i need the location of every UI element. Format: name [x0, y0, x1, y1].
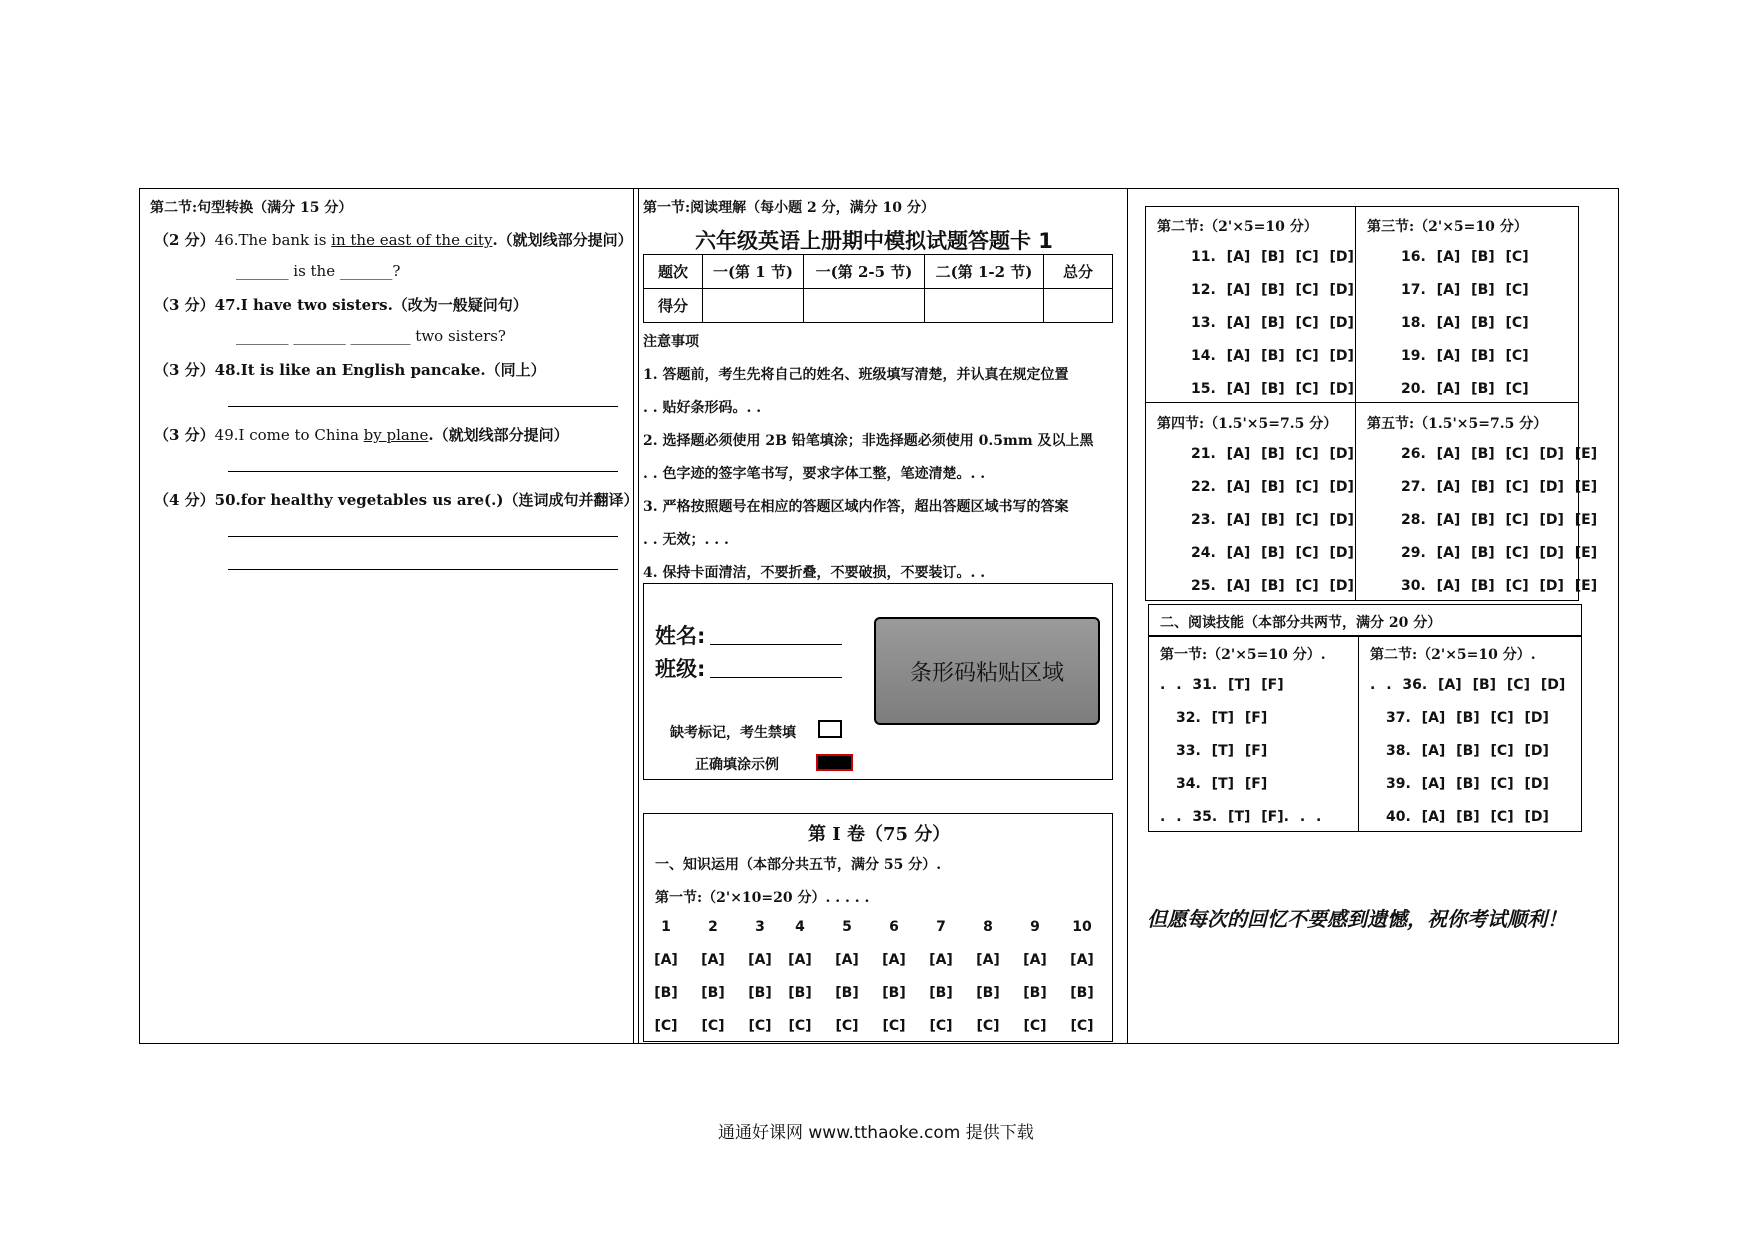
volume-1-title: 第 I 卷（75 分）: [808, 824, 951, 845]
q4-option-a[interactable]: [A]: [788, 952, 812, 968]
absent-checkbox[interactable]: [818, 720, 842, 738]
question-47: （3 分）47.I have two sisters.（改为一般疑问句）: [154, 296, 528, 314]
q49-answer-line[interactable]: [228, 471, 618, 472]
r2-answer-row[interactable]: 38. [A] [B] [C] [D]: [1386, 743, 1549, 759]
absent-mark-label: 缺考标记，考生禁填: [670, 725, 796, 741]
sec5-title: 第五节:（1.5'×5=7.5 分）: [1367, 416, 1548, 432]
sec3-answer-row[interactable]: 20. [A] [B] [C]: [1401, 381, 1529, 397]
question-number-10: 10: [1072, 919, 1092, 935]
col2-section-title: 第一节:阅读理解（每小题 2 分，满分 10 分）: [643, 200, 935, 216]
part-2-divider: [1358, 635, 1359, 832]
q3-option-a[interactable]: [A]: [748, 952, 772, 968]
q8-option-c[interactable]: [C]: [976, 1018, 1000, 1034]
q9-option-a[interactable]: [A]: [1023, 952, 1047, 968]
sec5-answer-row[interactable]: 28. [A] [B] [C] [D] [E]: [1401, 512, 1598, 528]
question-number-6: 6: [889, 919, 899, 935]
q48-answer-line[interactable]: [228, 406, 618, 407]
question-number-9: 9: [1030, 919, 1040, 935]
q6-option-a[interactable]: [A]: [882, 952, 906, 968]
question-number-1: 1: [661, 919, 671, 935]
q10-option-a[interactable]: [A]: [1070, 952, 1094, 968]
q46-text-b: .（就划线部分提问）: [492, 231, 633, 249]
q5-option-c[interactable]: [C]: [835, 1018, 859, 1034]
class-field[interactable]: [710, 677, 842, 678]
column-divider-2: [1127, 188, 1128, 1044]
q10-option-b[interactable]: [B]: [1070, 985, 1094, 1001]
q7-option-b[interactable]: [B]: [929, 985, 953, 1001]
sec4-answer-row[interactable]: 24. [A] [B] [C] [D]: [1191, 545, 1354, 561]
score-row-label: 得分: [644, 289, 703, 323]
score-cell[interactable]: [925, 289, 1044, 323]
q49-text-b: .（就划线部分提问）: [428, 426, 569, 444]
q1-option-c[interactable]: [C]: [654, 1018, 678, 1034]
col1-section-title: 第二节:句型转换（满分 15 分）: [150, 200, 353, 216]
score-cell[interactable]: [1044, 289, 1113, 323]
q50-answer-line-1[interactable]: [228, 536, 618, 537]
part-2-title: 二、阅读技能（本部分共两节，满分 20 分）: [1160, 615, 1442, 631]
score-cell[interactable]: [804, 289, 925, 323]
question-48: （3 分）48.It is like an English pancake.（同上）: [154, 361, 546, 379]
q4-option-b[interactable]: [B]: [788, 985, 812, 1001]
question-46: [154, 229, 633, 250]
note-line: 3. 严格按照题号在相应的答题区域内作答，超出答题区域书写的答案: [643, 499, 1069, 515]
sec3-answer-row[interactable]: 19. [A] [B] [C]: [1401, 348, 1529, 364]
question-number-8: 8: [983, 919, 993, 935]
r2-answer-row[interactable]: 39. [A] [B] [C] [D]: [1386, 776, 1549, 792]
answer-block-divider: [1355, 206, 1356, 601]
r1-answer-row[interactable]: 33. [T] [F]: [1176, 743, 1268, 759]
r1-answer-row[interactable]: 32. [T] [F]: [1176, 710, 1268, 726]
q47-answer-blanks[interactable]: _______ _______ ________ two sisters?: [236, 327, 506, 345]
q46-answer-blanks[interactable]: _______ is the _______?: [236, 262, 401, 280]
question-number-3: 3: [755, 919, 765, 935]
q7-option-a[interactable]: [A]: [929, 952, 953, 968]
answer-block-2-5: [1145, 206, 1579, 601]
sec2-answer-row[interactable]: 14. [A] [B] [C] [D]: [1191, 348, 1354, 364]
r1-answer-row[interactable]: . . 31. [T] [F]: [1160, 677, 1284, 693]
q7-option-c[interactable]: [C]: [929, 1018, 953, 1034]
r1-answer-row[interactable]: 34. [T] [F]: [1176, 776, 1268, 792]
sec2-answer-row[interactable]: 15. [A] [B] [C] [D]: [1191, 381, 1354, 397]
sec3-title: 第三节:（2'×5=10 分）: [1367, 219, 1528, 235]
sec4-answer-row[interactable]: 25. [A] [B] [C] [D]: [1191, 578, 1354, 594]
note-line: . . 色字迹的签字笔书写，要求字体工整，笔迹清楚。. .: [643, 466, 986, 482]
q2-option-c[interactable]: [C]: [701, 1018, 725, 1034]
sec3-answer-row[interactable]: 18. [A] [B] [C]: [1401, 315, 1529, 331]
reading-sec1-title: 第一节:（2'×5=10 分）.: [1160, 647, 1326, 663]
r2-answer-row[interactable]: . . 36. [A] [B] [C] [D]: [1370, 677, 1566, 693]
answer-block-hdivider: [1145, 402, 1579, 403]
q1-option-a[interactable]: [A]: [654, 952, 678, 968]
notes-title: 注意事项: [643, 334, 699, 350]
question-number-2: 2: [708, 919, 718, 935]
question-49: [154, 424, 569, 445]
q46-points: （2 分）: [154, 231, 215, 249]
sec4-answer-row[interactable]: 22. [A] [B] [C] [D]: [1191, 479, 1354, 495]
score-header-cell: 一(第 1 节): [703, 255, 804, 289]
note-line: . . 无效；. . .: [643, 532, 729, 548]
q9-option-c[interactable]: [C]: [1023, 1018, 1047, 1034]
q6-option-b[interactable]: [B]: [882, 985, 906, 1001]
question-number-7: 7: [936, 919, 946, 935]
reading-sec2-title: 第二节:（2'×5=10 分）.: [1370, 647, 1536, 663]
q4-option-c[interactable]: [C]: [788, 1018, 812, 1034]
closing-message: 但愿每次的回忆不要感到遗憾，祝你考试顺利！: [1147, 907, 1567, 931]
sec4-title: 第四节:（1.5'×5=7.5 分）: [1157, 416, 1338, 432]
note-line: 1. 答题前，考生先将自己的姓名、班级填写清楚，并认真在规定位置: [643, 367, 1069, 383]
q9-option-b[interactable]: [B]: [1023, 985, 1047, 1001]
q46-text-a: 46.The bank is: [214, 231, 332, 249]
sec2-answer-row[interactable]: 11. [A] [B] [C] [D]: [1191, 249, 1354, 265]
footer-text: 通通好课网 www.tthaoke.com 提供下载: [718, 1123, 1034, 1143]
column-divider-1: [633, 188, 634, 1044]
q50-answer-line-2[interactable]: [228, 569, 618, 570]
sec5-answer-row[interactable]: 30. [A] [B] [C] [D] [E]: [1401, 578, 1598, 594]
score-header-cell: 一(第 2-5 节): [804, 255, 925, 289]
note-line: 4. 保持卡面清洁，不要折叠，不要破损，不要装订。. .: [643, 565, 986, 581]
q6-option-c[interactable]: [C]: [882, 1018, 906, 1034]
q49-points: （3 分）: [154, 426, 215, 444]
score-cell[interactable]: [703, 289, 804, 323]
barcode-area: 条形码粘贴区域: [874, 617, 1100, 725]
q1-option-b[interactable]: [B]: [654, 985, 678, 1001]
question-50: （4 分）50.for healthy vegetables us are(.)（连词成句并翻译）: [154, 491, 639, 509]
q49-underlined: by plane: [363, 426, 429, 444]
sec4-answer-row[interactable]: 21. [A] [B] [C] [D]: [1191, 446, 1354, 462]
score-header-cell: 题次: [644, 255, 703, 289]
q2-option-a[interactable]: [A]: [701, 952, 725, 968]
q5-option-a[interactable]: [A]: [835, 952, 859, 968]
sec5-answer-row[interactable]: 27. [A] [B] [C] [D] [E]: [1401, 479, 1598, 495]
score-header-cell: 二(第 1-2 节): [925, 255, 1044, 289]
filled-example-mark: [816, 754, 853, 771]
name-label: 姓名:: [655, 624, 706, 648]
question-number-5: 5: [842, 919, 852, 935]
sec5-answer-row[interactable]: 26. [A] [B] [C] [D] [E]: [1401, 446, 1598, 462]
sec4-answer-row[interactable]: 23. [A] [B] [C] [D]: [1191, 512, 1354, 528]
part-1-title: 一、知识运用（本部分共五节，满分 55 分）.: [655, 857, 942, 873]
q5-option-b[interactable]: [B]: [835, 985, 859, 1001]
note-line: . . 贴好条形码。. .: [643, 400, 762, 416]
question-number-4: 4: [795, 919, 805, 935]
q46-underlined: in the east of the city: [331, 231, 493, 249]
q3-option-b[interactable]: [B]: [748, 985, 772, 1001]
section-1-title: 第一节:（2'×10=20 分）. . . . .: [655, 890, 870, 906]
q8-option-a[interactable]: [A]: [976, 952, 1000, 968]
q3-option-c[interactable]: [C]: [748, 1018, 772, 1034]
column-divider-1b: [638, 188, 639, 1044]
class-label: 班级:: [655, 657, 706, 681]
q8-option-b[interactable]: [B]: [976, 985, 1000, 1001]
note-line: 2. 选择题必须使用 2B 铅笔填涂；非选择题必须使用 0.5mm 及以上黑: [643, 433, 1094, 449]
sec3-answer-row[interactable]: 17. [A] [B] [C]: [1401, 282, 1529, 298]
score-table: [643, 254, 1113, 323]
sec2-answer-row[interactable]: 13. [A] [B] [C] [D]: [1191, 315, 1354, 331]
q10-option-c[interactable]: [C]: [1070, 1018, 1094, 1034]
r1-answer-row[interactable]: . . 35. [T] [F]. . .: [1160, 809, 1322, 825]
sec5-answer-row[interactable]: 29. [A] [B] [C] [D] [E]: [1401, 545, 1598, 561]
sec2-title: 第二节:（2'×5=10 分）: [1157, 219, 1318, 235]
r2-answer-row[interactable]: 37. [A] [B] [C] [D]: [1386, 710, 1549, 726]
q49-text-a: 49.I come to China: [214, 426, 364, 444]
example-label: 正确填涂示例: [695, 757, 779, 773]
score-header-cell: 总分: [1044, 255, 1113, 289]
q2-option-b[interactable]: [B]: [701, 985, 725, 1001]
sec2-answer-row[interactable]: 12. [A] [B] [C] [D]: [1191, 282, 1354, 298]
r2-answer-row[interactable]: 40. [A] [B] [C] [D]: [1386, 809, 1549, 825]
part-2-block: [1148, 635, 1582, 832]
card-title: 六年级英语上册期中模拟试题答题卡 1: [695, 229, 1053, 253]
name-field[interactable]: [710, 644, 842, 645]
sec3-answer-row[interactable]: 16. [A] [B] [C]: [1401, 249, 1529, 265]
